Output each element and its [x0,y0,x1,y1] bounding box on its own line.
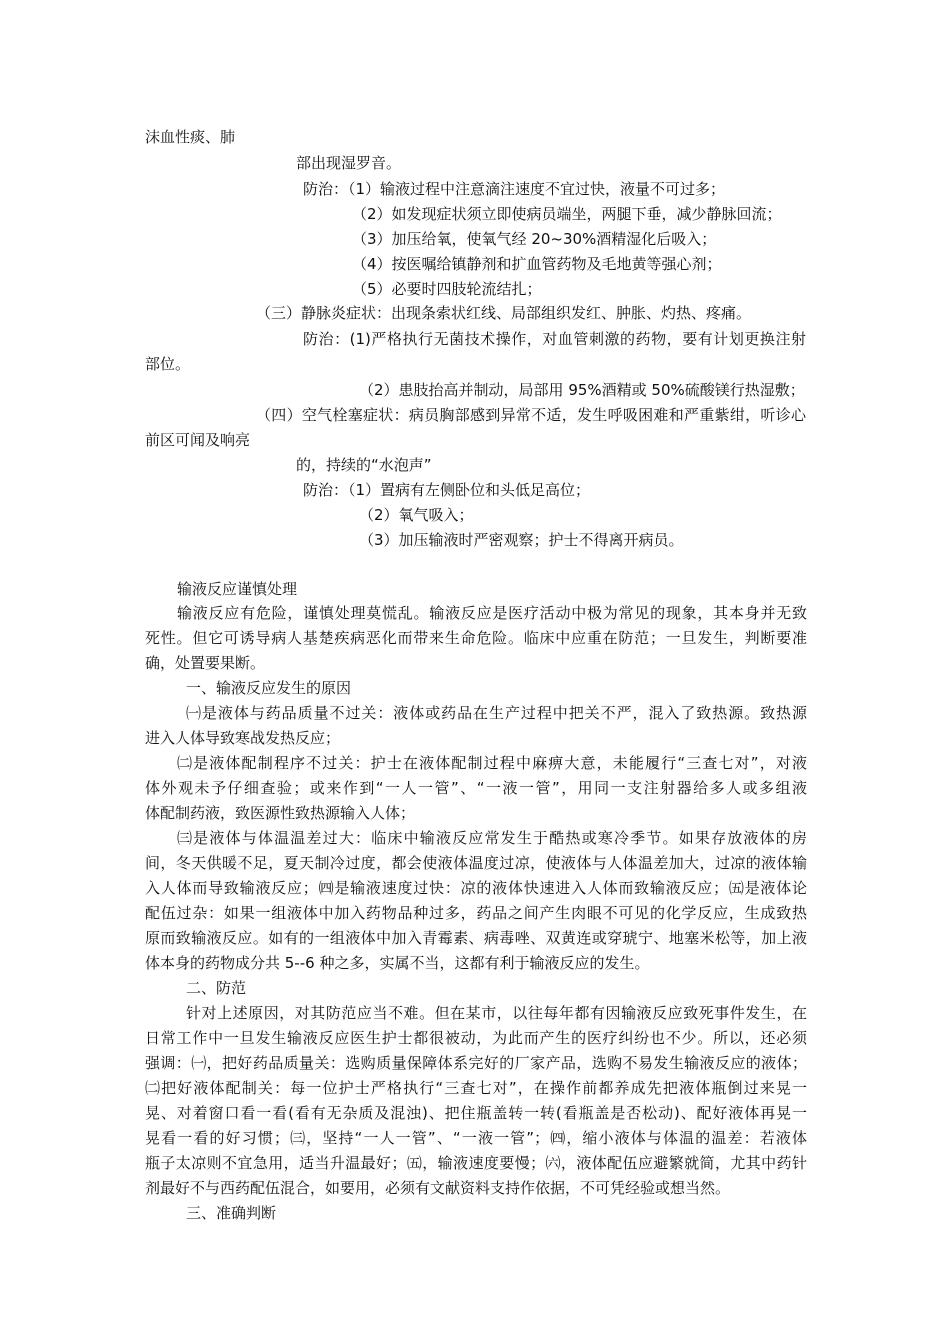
text-line: （三）静脉炎症状：出现条索状红线、局部组织发红、肿胀、灼热、疼痛。 [256,304,752,322]
text-line: （5）必要时四肢轮流结扎； [352,280,542,298]
text-line: 防治：（1）输液过程中注意滴注速度不宜过快，液量不可过多； [303,180,726,198]
paragraph-line: 针对上述原因，对其防范应当不难。但在某市，以往每年都有因输液反应致死事件发生，在 [186,1004,807,1022]
paragraph-line: 配伍过杂：如果一组液体中加入药物品种过多，药品之间产生肉眼不可见的化学反应，生成致热 [145,904,807,922]
paragraph-line: 入人体而导致输液反应；㈣是输液速度过快：凉的液体快速进入人体而致输液反应；㈤是液体论 [145,879,807,897]
text-line: （4）按医嘱给镇静剂和扩血管药物及毛地黄等强心剂； [352,255,722,273]
section-heading: 二、防范 [186,979,247,997]
paragraph-line: 体外观未予仔细查验；或来作到“一人一管”、“一液一管”，用同一支注射器给多人或多组液 [145,779,807,797]
paragraph-line: 确，处置要果断。 [145,654,266,672]
text-line: 沫血性痰、肺 [145,128,236,146]
text-line: 部出现湿罗音。 [296,154,402,172]
text-line: （3）加压给氧，使氧气经 20~30%酒精湿化后吸入； [352,230,717,248]
text-line: （2）氧气吸入； [359,506,474,524]
paragraph-line: 进入人体导致寒战发热反应； [145,729,341,747]
text-line: （3）加压输液时严密观察；护士不得离开病员。 [359,531,684,549]
paragraph-line: ㈡是液体配制程序不过关：护士在液体配制过程中麻痹大意，未能履行“三查七对”，对液 [177,754,807,772]
paragraph-line: 剂最好不与西药配伍混合，如要用，必须有文献资料支持作依据，不可凭经验或想当然。 [145,1179,731,1197]
paragraph-line: 晃看一看的好习惯；㈢，坚持“一人一管”、“一液一管”；㈣，缩小液体与体温的温差：若液体 [145,1129,807,1147]
paragraph-line: 日常工作中一旦发生输液反应医生护士都很被动，为此而产生的医疗纠纷也不少。所以，还必须 [145,1029,807,1047]
text-line: （2）如发现症状须立即使病员端坐，两腿下垂，减少静脉回流； [352,205,782,223]
paragraph-line: 强调：㈠，把好药品质量关：选购质量保障体系完好的厂家产品，选购不易发生输液反应的液体； [145,1054,807,1072]
text-line: （2）患肢抬高并制动，局部用 95%酒精或 50%硫酸镁行热湿敷； [359,381,805,399]
text-line: 的，持续的“水泡声” [296,456,432,474]
paragraph-line: ㈢是液体与体温温差过大：临床中输液反应常发生于酷热或寒冷季节。如果存放液体的房 [177,829,807,847]
paragraph-line: 原而致输液反应。如有的一组液体中加入青霉素、病毒唑、双黄连或穿琥宁、地塞米松等，加上液 [145,929,807,947]
paragraph-line: 死性。但它可诱导病人基楚疾病恶化而带来生命危险。临床中应重在防范；一旦发生，判断要准 [145,629,807,647]
paragraph-line: 晃、对着窗口看一看(看有无杂质及混浊)、把住瓶盖转一转(看瓶盖是否松动)、配好液体再晃一 [145,1104,807,1122]
paragraph-line: 间，冬天供暖不足，夏天制冷过度，都会使液体温度过凉，使液体与人体温差加大，过凉的液体输 [145,854,807,872]
section-heading: 一、输液反应发生的原因 [186,679,352,697]
text-line: 部位。 [145,355,191,373]
text-line: （四）空气栓塞症状：病员胸部感到异常不适，发生呼吸困难和严重紫绀，听诊心 [256,406,806,424]
paragraph-line: ㈡把好液体配制关：每一位护士严格执行“三查七对”，在操作前都养成先把液体瓶倒过来晃一 [145,1079,807,1097]
paragraph-line: 输液反应有危险，谨慎处理莫慌乱。输液反应是医疗活动中极为常见的现象，其本身并无致 [177,604,807,622]
paragraph-line: 体本身的药物成分共 5--6 种之多，实属不当，这都有利于输液反应的发生。 [145,954,650,972]
paragraph-line: 体配制药液，致医源性致热源输入人体； [145,804,416,822]
paragraph-line: ㈠是液体与药品质量不过关：液体或药品在生产过程中把关不严，混入了致热源。致热源 [186,704,807,722]
text-line: 防治：(1)严格执行无菌技术操作，对血管刺激的药物，要有计划更换注射 [303,330,806,348]
section-heading: 三、准确判断 [186,1204,277,1222]
paragraph-line: 瓶子太凉则不宜急用，适当升温最好；㈤，输液速度要慢；㈥，液体配伍应避繁就简，尤其中药针 [145,1154,807,1172]
article-title: 输液反应谨慎处理 [177,580,298,598]
text-line: 防治：（1）置病有左侧卧位和头低足高位； [303,481,591,499]
text-line: 前区可闻及响亮 [145,431,251,449]
